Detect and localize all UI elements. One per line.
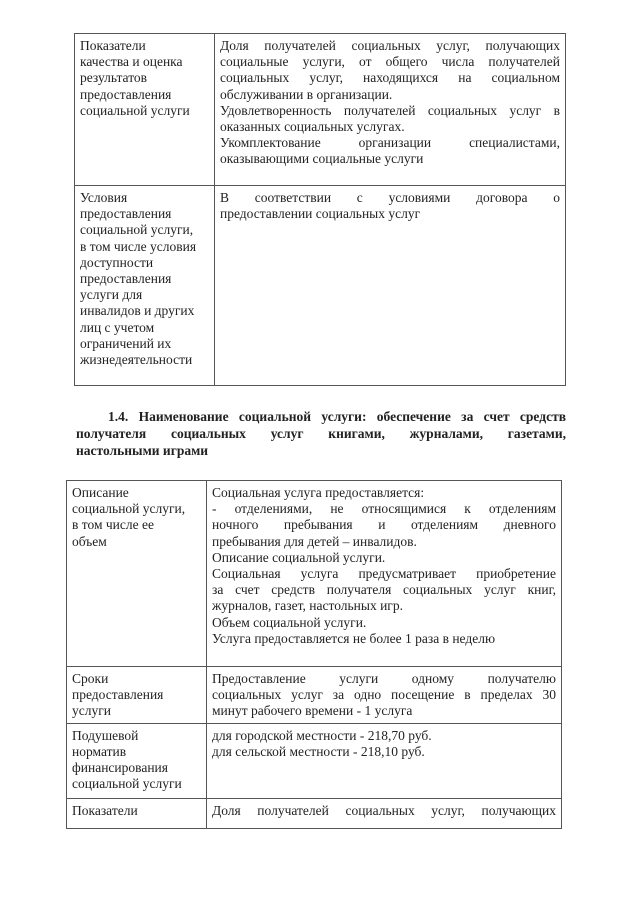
- section-heading: [76, 408, 566, 459]
- row-label-line: социальной услуги,: [80, 222, 194, 238]
- row-content-cell: [207, 481, 562, 667]
- service-table-2-body: [67, 481, 562, 829]
- heading-line-3: настольными играми: [76, 443, 209, 458]
- table-row: [67, 667, 562, 724]
- row-label-line: социальной услуги,: [72, 501, 186, 517]
- row-content-line: В соответствии с условиями договора о: [220, 190, 560, 205]
- table-row: [67, 798, 562, 828]
- row-content-line: социальных услуг, находящихся на социальном: [220, 70, 560, 86]
- row-content-line: предоставлении социальных услуг: [220, 206, 421, 222]
- table-row: [75, 186, 566, 386]
- table-row: [67, 481, 562, 667]
- table-row: [67, 723, 562, 798]
- service-table-2: [66, 480, 562, 829]
- row-label-cell: [67, 798, 207, 828]
- row-label-line: социальной услуги: [80, 102, 190, 118]
- row-label-cell: [67, 481, 207, 667]
- row-label-line: Условия: [80, 190, 128, 205]
- heading-line-1: 1.4. Наименование социальной услуги: обеспечение за счет средств: [108, 409, 566, 424]
- row-content-line: Укомплектование организации специалистами,: [220, 135, 560, 151]
- row-content-line: Объем социальной услуги.: [212, 614, 367, 630]
- row-content-line: Описание социальной услуги.: [212, 549, 386, 565]
- row-label-line: предоставления: [80, 86, 172, 102]
- row-content-line: социальных услуг за одно посещение в пределах 30: [212, 687, 556, 703]
- row-label-cell: [67, 667, 207, 724]
- row-content-cell: [207, 667, 562, 724]
- row-label-line: доступности: [80, 254, 154, 270]
- row-content-line: пребывания для детей – инвалидов.: [212, 533, 417, 549]
- row-label-line: норматив: [72, 743, 127, 759]
- row-content-line: обслуживании в организации.: [220, 86, 393, 102]
- row-label-line: результатов: [80, 70, 148, 86]
- service-table-1: [74, 33, 566, 386]
- row-content-line: для сельской местности - 218,10 руб.: [212, 743, 425, 759]
- row-label-line: предоставления: [80, 271, 172, 287]
- row-label-line: жизнедеятельности: [80, 352, 193, 368]
- row-label-line: финансирования: [72, 760, 168, 776]
- row-content-line: социальные услуги, от общего числа получателей: [220, 54, 560, 70]
- service-table-1-body: [75, 34, 566, 386]
- row-content-line: Удовлетворенность получателей социальных услуг в: [220, 102, 560, 118]
- row-label-line: предоставления: [80, 206, 172, 222]
- row-label-line: Показатели: [72, 802, 138, 818]
- row-content-cell: [207, 798, 562, 828]
- row-label-line: услуги: [72, 703, 111, 719]
- row-content-line: журналов, газет, настольных игр.: [212, 598, 403, 614]
- row-content-line: Социальная услуга предоставляется:: [212, 485, 425, 500]
- row-content-line: Услуга предоставляется не более 1 раза в неделю: [212, 630, 496, 646]
- row-content-line: для городской местности - 218,70 руб.: [212, 727, 432, 743]
- row-label-line: Сроки: [72, 671, 109, 686]
- row-label-line: Показатели: [80, 38, 146, 53]
- row-content-line: - отделениями, не относящимися к отделениям: [212, 501, 556, 517]
- row-label-line: услуги для: [80, 287, 143, 303]
- row-label-line: лиц с учетом: [80, 319, 155, 335]
- row-label-cell: [67, 723, 207, 798]
- row-content-line: оказанных социальных услугах.: [220, 119, 405, 135]
- row-content-line: Предоставление услуги одному получателю: [212, 671, 556, 686]
- row-label-line: Описание: [72, 485, 129, 500]
- row-content-line: Доля получателей социальных услуг, получающих: [220, 38, 560, 53]
- heading-line-2: получателя социальных услуг книгами, журналами, газетами,: [76, 426, 566, 441]
- row-content-line: Доля получателей социальных услуг, получающих: [212, 802, 556, 818]
- row-label-cell: [75, 34, 215, 186]
- row-label-line: предоставления: [72, 687, 164, 703]
- row-content-line: за счет средств получателя социальных услуг книг,: [212, 582, 556, 598]
- row-label-cell: [75, 186, 215, 386]
- row-content-line: оказывающими социальные услуги: [220, 151, 424, 167]
- row-content-cell: [207, 723, 562, 798]
- row-label-line: качества и оценка: [80, 54, 183, 70]
- row-label-line: ограничений их: [80, 335, 172, 351]
- row-label-line: в том числе ее: [72, 517, 154, 533]
- row-label-line: социальной услуги: [72, 776, 182, 792]
- row-content-line: минут рабочего времени - 1 услуга: [212, 703, 413, 719]
- row-content-line: Социальная услуга предусматривает приобретение: [212, 566, 556, 582]
- table-row: [75, 34, 566, 186]
- row-label-line: объем: [72, 533, 107, 549]
- row-label-line: Подушевой: [72, 727, 139, 743]
- row-content-cell: [215, 186, 566, 386]
- row-content-cell: [215, 34, 566, 186]
- row-label-line: в том числе условия: [80, 238, 197, 254]
- row-content-line: ночного пребывания и отделениям дневного: [212, 517, 556, 533]
- row-label-line: инвалидов и других: [80, 303, 195, 319]
